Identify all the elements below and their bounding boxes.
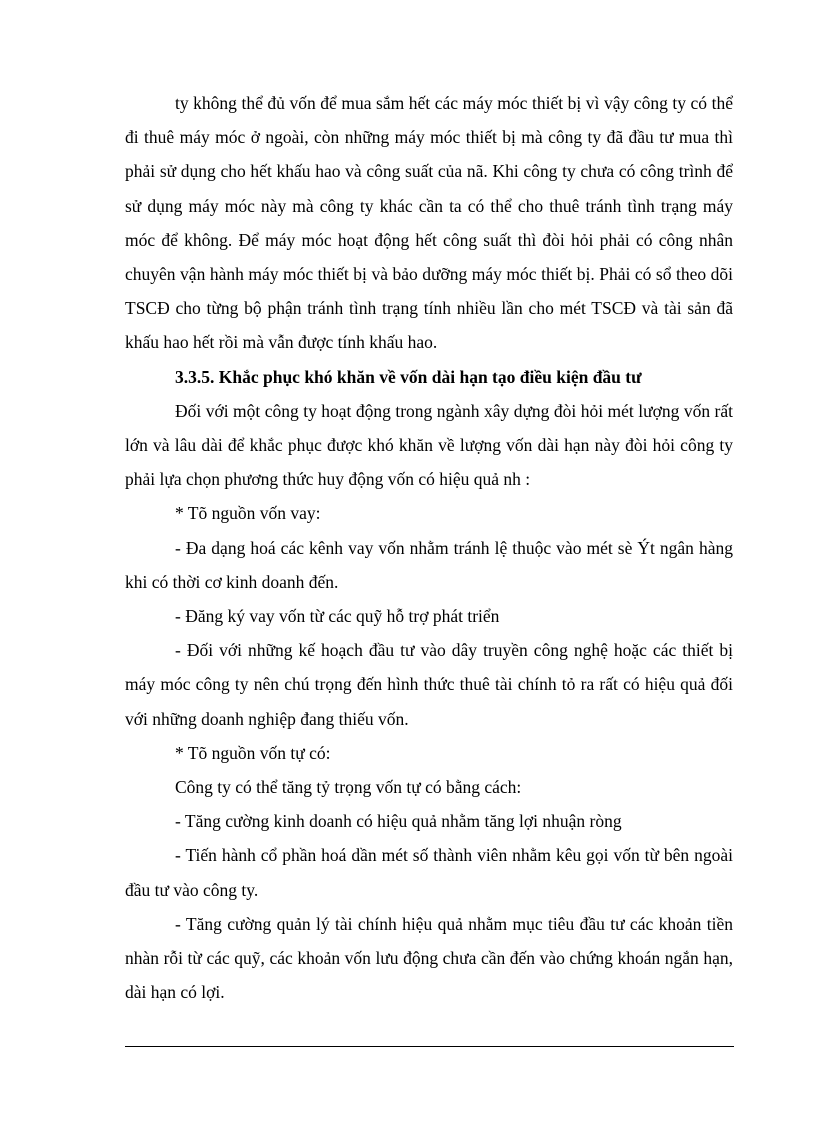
- list-item-increase-profit: - Tăng cường kinh doanh có hiệu quả nhằm tăng lợi nhuận ròng: [175, 811, 622, 832]
- subheading-own-capital: * Tõ nguồn vốn tự có:: [175, 742, 331, 763]
- list-item-financial-management: - Tăng cường quản lý tài chính hiệu quả nhằm mục tiêu đầu tư các khoản tiền nhàn rỗi từ các quỹ, các khoản vốn lưu động chưa cần đến vào chứng khoán ngắn hạn, dài hạn có lợi.: [125, 913, 733, 1003]
- list-item-diversify-loans: - Đa dạng hoá các kênh vay vốn nhằm tránh lệ thuộc vào mét sè Ýt ngân hàng khi có thời cơ kinh doanh đến.: [125, 537, 733, 592]
- section-heading-3-3-5: 3.3.5. Khắc phục khó khăn về vốn dài hạn tạo điều kiện đầu tư: [175, 366, 642, 387]
- list-item-financial-leasing: - Đối với những kế hoạch đầu tư vào dây truyền công nghệ hoặc các thiết bị máy móc công ty nên chú trọng đến hình thức thuê tài chính tỏ ra rất có hiệu quả đối với những doanh nghiệp đang thiếu vốn.: [125, 640, 733, 729]
- paragraph-own-capital-intro: Công ty có thể tăng tỷ trọng vốn tự có bằng cách:: [175, 777, 522, 798]
- list-item-register-funds: - Đăng ký vay vốn từ các quỹ hỗ trợ phát triển: [175, 606, 500, 627]
- paragraph-long-term-capital: Đối với một công ty hoạt động trong ngành xây dựng đòi hỏi mét lượng vốn rất lớn và lâu dài để khắc phục được khó khăn về lượng vốn dài hạn này đòi hỏi công ty phải lựa chọn phương thức huy động vốn có hiệu quả nh :: [125, 400, 733, 490]
- list-item-equitization: - Tiến hành cổ phần hoá dần mét số thành viên nhằm kêu gọi vốn từ bên ngoài đầu tư vào công ty.: [125, 845, 733, 900]
- page-body: [125, 86, 733, 1009]
- footer-divider-line: [125, 1046, 734, 1047]
- subheading-loan-capital: * Tõ nguồn vốn vay:: [175, 503, 321, 524]
- paragraph-equipment-rental: ty không thể đủ vốn để mua sắm hết các máy móc thiết bị vì vậy công ty có thể đi thuê máy móc ở ngoài, còn những máy móc thiết bị mà công ty đã đầu tư mua thì phải sử dụng cho hết khấu hao và công suất của nã. Khi công ty chưa có công trình để sử dụng máy móc này mà công ty khác cần ta có thể cho thuê tránh tình trạng máy móc để không. Để máy móc hoạt động hết công suất thì đòi hỏi phải có công nhân chuyên vận hành máy móc thiết bị và bảo dưỡng máy móc thiết bị. Phải có sổ theo dõi TSCĐ cho từng bộ phận tránh tình trạng tính nhiều lần cho mét TSCĐ và tài sản đã khấu hao hết rồi mà vẫn được tính khấu hao.: [125, 93, 733, 353]
